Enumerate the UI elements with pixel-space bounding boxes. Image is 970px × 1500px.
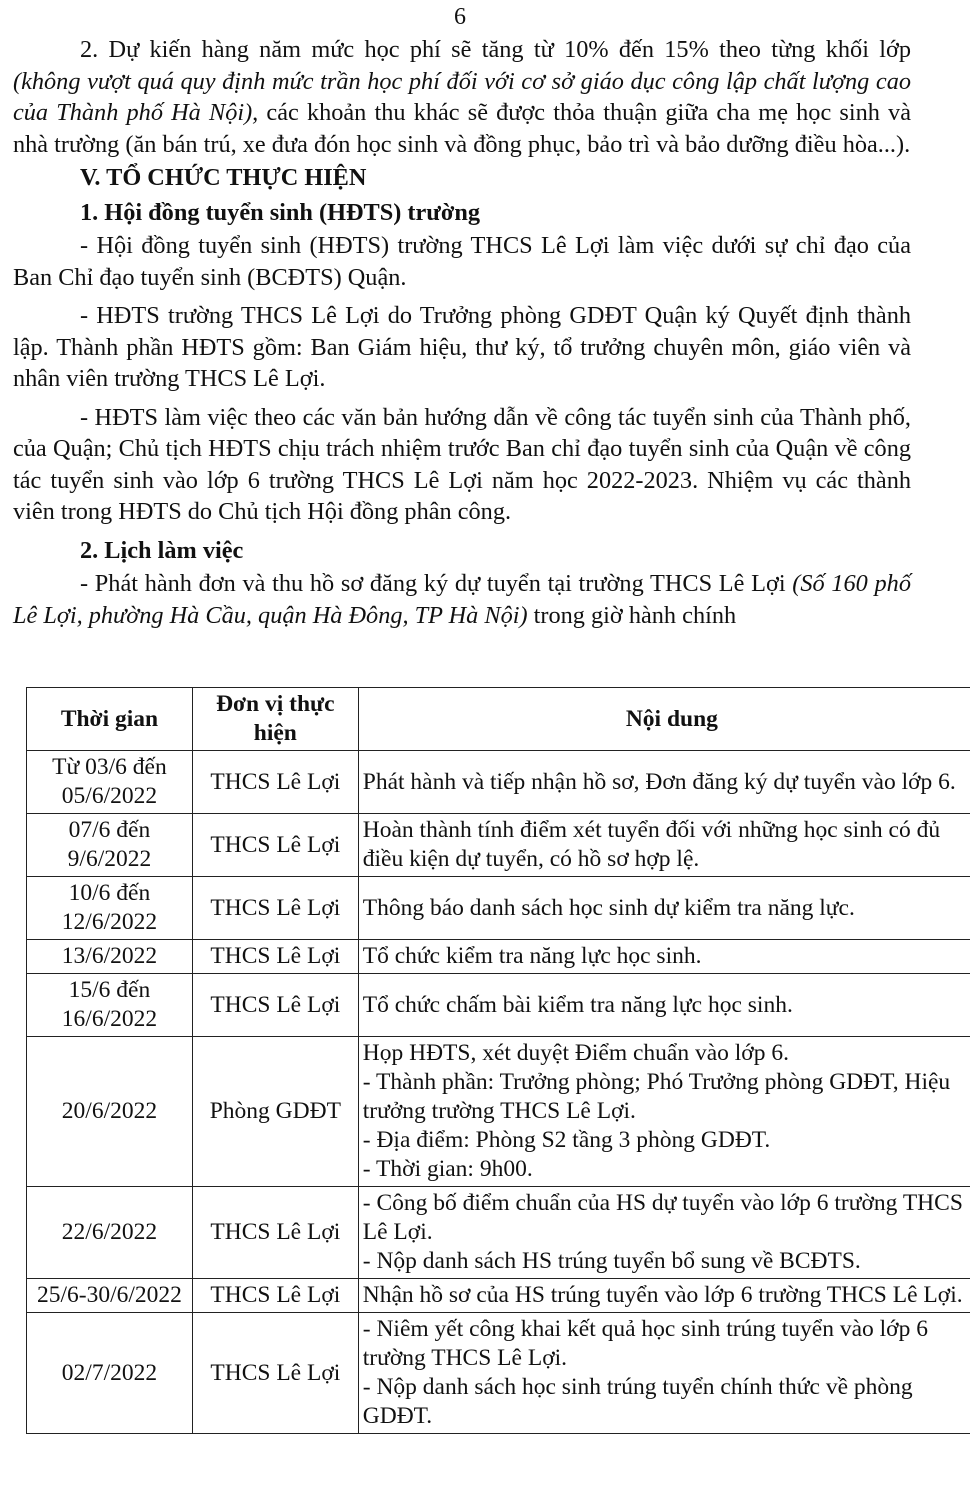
cell-time: 20/6/2022 bbox=[27, 1037, 193, 1187]
content-line: Phát hành và tiếp nhận hồ sơ, Đơn đăng ký dự tuyển vào lớp 6. bbox=[362, 768, 956, 795]
cell-unit: THCS Lê Lợi bbox=[192, 1313, 358, 1434]
schedule-table bbox=[26, 687, 970, 1434]
paragraph-council-1: - Hội đồng tuyển sinh (HĐTS) trường THCS Lê Lợi làm việc dưới sự chỉ đạo của Ban Chỉ đạo tuyển sinh (BCĐTS) Quận. bbox=[13, 232, 911, 291]
content-line: Họp HĐTS, xét duyệt Điểm chuẩn vào lớp 6. bbox=[362, 1040, 789, 1066]
table-row bbox=[27, 877, 970, 940]
cell-content bbox=[358, 1279, 970, 1313]
subsection-heading: 1. Hội đồng tuyển sinh (HĐTS) trường bbox=[80, 198, 480, 226]
content-line: Hoàn thành tính điểm xét tuyển đối với những học sinh có đủ điều kiện dự tuyển, có hồ sơ hợp lệ. bbox=[362, 817, 941, 872]
cell-unit: THCS Lê Lợi bbox=[192, 974, 358, 1037]
cell-content bbox=[358, 1313, 970, 1434]
content-line: - Nộp danh sách học sinh trúng tuyển chính thức về phòng GDĐT. bbox=[362, 1374, 913, 1429]
cell-time: 02/7/2022 bbox=[27, 1313, 193, 1434]
cell-time: 15/6 đến 16/6/2022 bbox=[27, 974, 193, 1037]
table-row bbox=[27, 940, 970, 974]
cell-unit: THCS Lê Lợi bbox=[192, 751, 358, 814]
cell-time: 10/6 đến 12/6/2022 bbox=[27, 877, 193, 940]
table-header-row bbox=[27, 688, 970, 751]
cell-content bbox=[358, 974, 970, 1037]
table-row bbox=[27, 1313, 970, 1434]
cell-time: Từ 03/6 đến 05/6/2022 bbox=[27, 751, 193, 814]
table-row bbox=[27, 1187, 970, 1279]
cell-content bbox=[358, 1187, 970, 1279]
subsection-heading: 2. Lịch làm việc bbox=[80, 536, 244, 564]
paragraph-italic-text: (không vượt quá quy định mức trần học phí đối với cơ sở giáo dục công lập chất lượng cao của Thành phố Hà Nội), bbox=[13, 67, 911, 126]
table-row bbox=[27, 1037, 970, 1187]
paragraph-council-2: - HĐTS trường THCS Lê Lợi do Trưởng phòng GDĐT Quận ký Quyết định thành lập. Thành phần HĐTS gồm: Ban Giám hiệu, thư ký, tổ trưởng chuyên môn, giáo viên và nhân viên trường THCS Lê Lợi. bbox=[13, 302, 911, 392]
document-body bbox=[13, 34, 911, 631]
paragraph-text: - Phát hành đơn và thu hồ sơ đăng ký dự tuyển tại trường THCS Lê Lợi bbox=[80, 570, 793, 597]
cell-content bbox=[358, 814, 970, 877]
table-row bbox=[27, 1279, 970, 1313]
content-line: - Địa điểm: Phòng S2 tầng 3 phòng GDĐT. bbox=[362, 1127, 771, 1153]
cell-unit: THCS Lê Lợi bbox=[192, 1279, 358, 1313]
section-heading: V. TỔ CHỨC THỰC HIỆN bbox=[80, 164, 367, 191]
paragraph-text: các khoản thu khác sẽ được thỏa thuận giữa cha mẹ học sinh và nhà trường (ăn bán trú, xe đưa đón học sinh và đồng phục, bảo trì và bảo dưỡng điều hòa...). bbox=[13, 99, 911, 158]
cell-content bbox=[358, 940, 970, 974]
cell-unit: Phòng GDĐT bbox=[192, 1037, 358, 1187]
paragraph-italic-text: (Số 160 phố Lê Lợi, phường Hà Cầu, quận Hà Đông, TP Hà Nội) bbox=[13, 570, 911, 629]
paragraph-tuition bbox=[13, 34, 911, 160]
cell-unit: THCS Lê Lợi bbox=[192, 940, 358, 974]
content-line: - Niêm yết công khai kết quả học sinh trúng tuyển vào lớp 6 trường THCS Lê Lợi. bbox=[362, 1316, 928, 1371]
content-line: - Thành phần: Trưởng phòng; Phó Trưởng phòng GDĐT, Hiệu trưởng trường THCS Lê Lợi. bbox=[362, 1069, 951, 1124]
table-row bbox=[27, 814, 970, 877]
column-header-time: Thời gian bbox=[27, 688, 193, 751]
content-line: Tổ chức chấm bài kiểm tra năng lực học sinh. bbox=[362, 991, 793, 1018]
page-number: 6 bbox=[454, 4, 466, 30]
paragraph-council-3: - HĐTS làm việc theo các văn bản hướng dẫn về công tác tuyển sinh của Thành phố, của Quận; Chủ tịch HĐTS chịu trách nhiệm trước Ban chỉ đạo tuyển sinh của Quận về công tác tuyển sinh vào lớp 6 trường THCS Lê Lợi năm học 2022-2023. Nhiệm vụ các thành viên trong HĐTS do Chủ tịch Hội đồng phân công. bbox=[13, 403, 911, 525]
table-row bbox=[27, 974, 970, 1037]
cell-time: 13/6/2022 bbox=[27, 940, 193, 974]
cell-unit: THCS Lê Lợi bbox=[192, 1187, 358, 1279]
cell-time: 07/6 đến 9/6/2022 bbox=[27, 814, 193, 877]
paragraph-text: 2. Dự kiến hàng năm mức học phí sẽ tăng từ 10% đến 15% theo từng khối lớp bbox=[80, 36, 911, 63]
cell-unit: THCS Lê Lợi bbox=[192, 877, 358, 940]
content-line: - Công bố điểm chuẩn của HS dự tuyển vào lớp 6 trường THCS Lê Lợi. bbox=[362, 1190, 963, 1245]
schedule-table-body bbox=[27, 751, 970, 1434]
paragraph-schedule-intro bbox=[13, 568, 911, 631]
content-line: Tổ chức kiểm tra năng lực học sinh. bbox=[362, 943, 702, 969]
cell-content bbox=[358, 1037, 970, 1187]
cell-unit: THCS Lê Lợi bbox=[192, 814, 358, 877]
paragraph-text: trong giờ hành chính bbox=[527, 601, 737, 629]
column-header-unit: Đơn vị thực hiện bbox=[192, 688, 358, 751]
content-line: Nhận hồ sơ của HS trúng tuyển vào lớp 6 trường THCS Lê Lợi. bbox=[362, 1282, 963, 1308]
cell-time: 22/6/2022 bbox=[27, 1187, 193, 1279]
content-line: Thông báo danh sách học sinh dự kiểm tra năng lực. bbox=[362, 894, 855, 921]
cell-content bbox=[358, 877, 970, 940]
cell-time: 25/6-30/6/2022 bbox=[27, 1279, 193, 1313]
column-header-content: Nội dung bbox=[358, 688, 970, 751]
cell-content bbox=[358, 751, 970, 814]
content-line: - Nộp danh sách HS trúng tuyển bổ sung về BCĐTS. bbox=[362, 1248, 861, 1274]
content-line: - Thời gian: 9h00. bbox=[362, 1156, 533, 1182]
table-row bbox=[27, 751, 970, 814]
